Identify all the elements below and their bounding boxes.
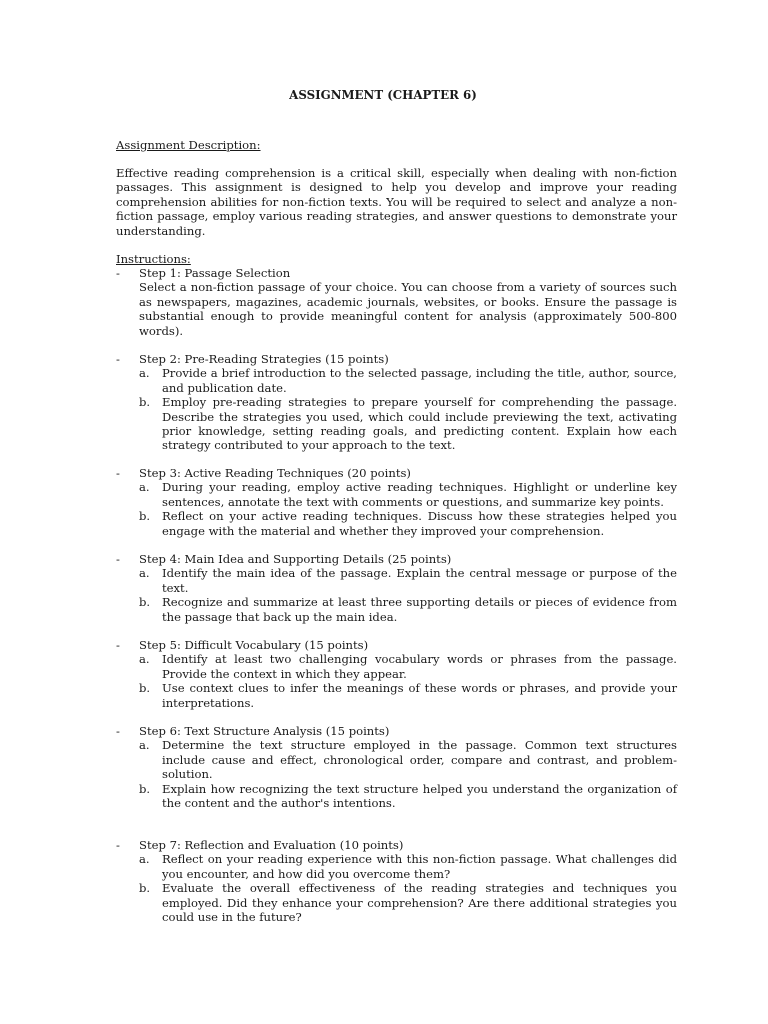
item-letter: b. xyxy=(139,881,151,896)
item-text: Provide a brief introduction to the selected passage, including the title, author, source, and publication date. xyxy=(162,366,677,395)
item-text: During your reading, employ active reading techniques. Highlight or underline key sentences, annotate the text with comments or questions, and summarize key points. xyxy=(162,480,677,509)
bullet-dash: - xyxy=(116,266,120,280)
description-heading: Assignment Description: xyxy=(116,138,261,152)
step-title: Step 3: Active Reading Techniques (20 points) xyxy=(139,466,411,480)
list-item xyxy=(116,881,677,924)
step-body: Select a non-fiction passage of your choice. You can choose from a variety of sources such as newspapers, magazines, academic journals, websites, or books. Ensure the passage is substantial enough to provide meaningful content for analysis (approximately 500-800 words). xyxy=(139,280,677,338)
step-3 xyxy=(116,466,677,538)
list-item xyxy=(116,782,677,811)
step-heading xyxy=(116,638,677,652)
step-heading xyxy=(116,266,677,280)
page-title: ASSIGNMENT (CHAPTER 6) xyxy=(289,88,477,102)
item-text: Evaluate the overall effectiveness of the reading strategies and techniques you employed. Did they enhance your comprehension? Are there additional strategies you could use in the future? xyxy=(162,881,677,925)
step-7 xyxy=(116,838,677,924)
step-heading xyxy=(116,838,677,852)
list-item xyxy=(116,509,677,538)
list-item xyxy=(116,595,677,624)
list-item xyxy=(116,852,677,881)
bullet-dash: - xyxy=(116,466,120,480)
item-text: Identify at least two challenging vocabulary words or phrases from the passage. Provide the context in which they appear. xyxy=(162,652,677,681)
item-text: Determine the text structure employed in the passage. Common text structures include cause and effect, chronological order, compare and contrast, and problem-solution. xyxy=(162,738,677,782)
bullet-dash: - xyxy=(116,552,120,566)
item-text: Reflect on your reading experience with this non-fiction passage. What challenges did you encounter, and how did you overcome them? xyxy=(162,852,677,881)
step-2 xyxy=(116,352,677,453)
item-letter: b. xyxy=(139,681,151,696)
step-6 xyxy=(116,724,677,810)
item-letter: a. xyxy=(139,366,150,381)
item-text: Use context clues to infer the meanings of these words or phrases, and provide your interpretations. xyxy=(162,681,677,710)
step-1 xyxy=(116,266,677,338)
item-letter: a. xyxy=(139,738,150,753)
bullet-dash: - xyxy=(116,352,120,366)
step-heading xyxy=(116,352,677,366)
item-text: Employ pre-reading strategies to prepare yourself for comprehending the passage. Describe the strategies you used, which could include previewing the text, activating prior knowledge, setting reading goals, and predicting content. Explain how each strategy contributed to your approach to the text. xyxy=(162,395,677,453)
step-5 xyxy=(116,638,677,710)
step-title: Step 2: Pre-Reading Strategies (15 points) xyxy=(139,352,389,366)
bullet-dash: - xyxy=(116,838,120,852)
list-item xyxy=(116,566,677,595)
bullet-dash: - xyxy=(116,638,120,652)
step-4 xyxy=(116,552,677,624)
list-item xyxy=(116,395,677,453)
item-letter: b. xyxy=(139,509,151,524)
item-text: Reflect on your active reading techniques. Discuss how these strategies helped you engage with the material and whether they improved your comprehension. xyxy=(162,509,677,538)
step-heading xyxy=(116,466,677,480)
item-letter: b. xyxy=(139,395,151,410)
item-text: Explain how recognizing the text structure helped you understand the organization of the content and the author's intentions. xyxy=(162,781,677,811)
item-text: Identify the main idea of the passage. Explain the central message or purpose of the text. xyxy=(162,566,677,595)
item-text: Recognize and summarize at least three supporting details or pieces of evidence from the passage that back up the main idea. xyxy=(162,595,677,624)
item-letter: a. xyxy=(139,852,150,867)
item-letter: b. xyxy=(139,595,151,610)
list-item xyxy=(116,738,677,781)
step-title: Step 1: Passage Selection xyxy=(139,266,291,280)
bullet-dash: - xyxy=(116,724,120,738)
item-letter: a. xyxy=(139,566,150,581)
step-title: Step 4: Main Idea and Supporting Details (25 points) xyxy=(139,552,452,566)
list-item xyxy=(116,681,677,710)
list-item xyxy=(116,480,677,509)
item-letter: a. xyxy=(139,480,150,495)
item-letter: a. xyxy=(139,652,150,667)
instructions-heading: Instructions: xyxy=(116,252,191,266)
step-title: Step 6: Text Structure Analysis (15 points) xyxy=(139,724,390,738)
list-item xyxy=(116,366,677,395)
list-item xyxy=(116,652,677,681)
step-heading xyxy=(116,724,677,738)
step-title: Step 7: Reflection and Evaluation (10 points) xyxy=(139,838,404,852)
step-heading xyxy=(116,552,677,566)
description-paragraph: Effective reading comprehension is a critical skill, especially when dealing with non-fiction passages. This assignment is designed to help you develop and improve your reading comprehension abilities for non-fiction texts. You will be required to select and analyze a non-fiction passage, employ various reading strategies, and answer questions to demonstrate your understanding. xyxy=(116,166,677,238)
item-letter: b. xyxy=(139,781,151,796)
step-title: Step 5: Difficult Vocabulary (15 points) xyxy=(139,638,369,652)
